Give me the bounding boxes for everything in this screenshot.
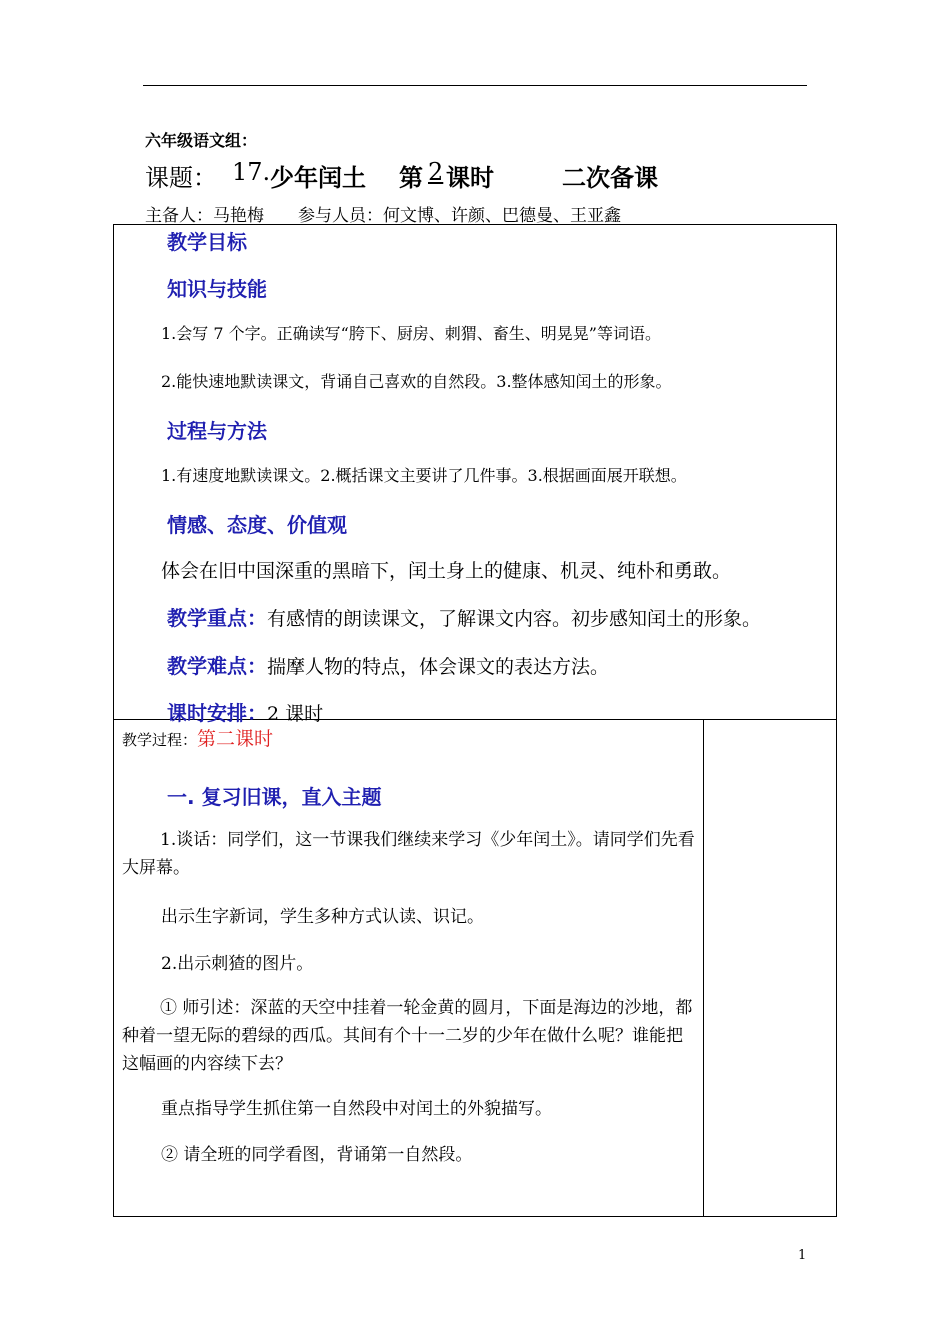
schedule-line bbox=[167, 697, 323, 726]
difficulty-line bbox=[167, 650, 609, 679]
staff-line: 主备人：马艳梅 参与人员：何文博、许颜、巴德曼、王亚鑫 bbox=[145, 206, 621, 226]
key-point-line bbox=[167, 602, 761, 631]
knowledge-item-1: 1.会写 7 个字。正确读写“胯下、厨房、刺猬、畜生、明晃晃”等词语。 bbox=[161, 324, 661, 343]
process-method-heading: 过程与方法 bbox=[167, 419, 267, 443]
process-paragraph-6: ② 请全班的同学看图，背诵第一自然段。 bbox=[161, 1145, 473, 1165]
difficulty-text: 揣摩人物的特点，体会课文的表达方法。 bbox=[267, 656, 610, 678]
key-point-text: 有感情的朗读课文，了解课文内容。初步感知闰土的形象。 bbox=[267, 608, 762, 630]
process-label-line bbox=[122, 724, 273, 751]
session-prefix: 第 bbox=[399, 164, 423, 192]
process-method-item: 1.有速度地默读课文。2.概括课文主要讲了几件事。3.根据画面展开联想。 bbox=[161, 466, 687, 485]
difficulty-label: 教学难点： bbox=[167, 654, 267, 678]
process-paragraph-3: 2.出示刺猹的图片。 bbox=[161, 954, 314, 974]
knowledge-item-2: 2.能快速地默读课文，背诵自己喜欢的自然段。3.整体感知闰土的形象。 bbox=[161, 372, 672, 391]
process-paragraph-5: 重点指导学生抓住第一自然段中对闰土的外貌描写。 bbox=[161, 1099, 552, 1119]
key-point-label: 教学重点： bbox=[167, 606, 267, 630]
header-rule bbox=[143, 85, 807, 86]
emotion-item: 体会在旧中国深重的黑暗下，闰土身上的健康、机灵、纯朴和勇敢。 bbox=[161, 560, 732, 582]
lesson-title-row bbox=[145, 158, 705, 190]
notes-column-divider bbox=[703, 720, 704, 1217]
page-number: 1 bbox=[798, 1248, 807, 1263]
title-label: 课题： bbox=[145, 164, 217, 192]
group-name: 六年级语文组： bbox=[145, 131, 258, 150]
process-session: 第二课时 bbox=[197, 728, 274, 750]
process-label: 教学过程： bbox=[122, 731, 198, 749]
schedule-label: 课时安排： bbox=[167, 701, 267, 725]
process-paragraph-1: 1.谈话：同学们，这一节课我们继续来学习《少年闰土》。请同学们先看大屏幕。 bbox=[122, 830, 695, 878]
lesson-name: 少年闰土 bbox=[270, 164, 366, 192]
session-number: 2 bbox=[428, 158, 444, 186]
lesson-number: 17. bbox=[232, 158, 271, 186]
process-paragraph-2: 出示生字新词，学生多种方式认读、识记。 bbox=[161, 907, 484, 927]
process-paragraph-4: ① 师引述：深蓝的天空中挂着一轮金黄的圆月，下面是海边的沙地，都种着一望无际的碧绿的西瓜。其间有个十一二岁的少年在做什么呢？谁能把这幅画的内容续下去？ bbox=[122, 998, 693, 1074]
section-heading: 一. 复习旧课，直入主题 bbox=[167, 785, 382, 809]
knowledge-heading: 知识与技能 bbox=[167, 277, 267, 301]
schedule-text: 2 课时 bbox=[267, 703, 324, 725]
session-suffix: 课时 bbox=[446, 164, 494, 192]
prep-note: 二次备课 bbox=[562, 164, 658, 192]
emotion-heading: 情感、态度、价值观 bbox=[167, 513, 347, 537]
goals-heading: 教学目标 bbox=[167, 230, 247, 254]
